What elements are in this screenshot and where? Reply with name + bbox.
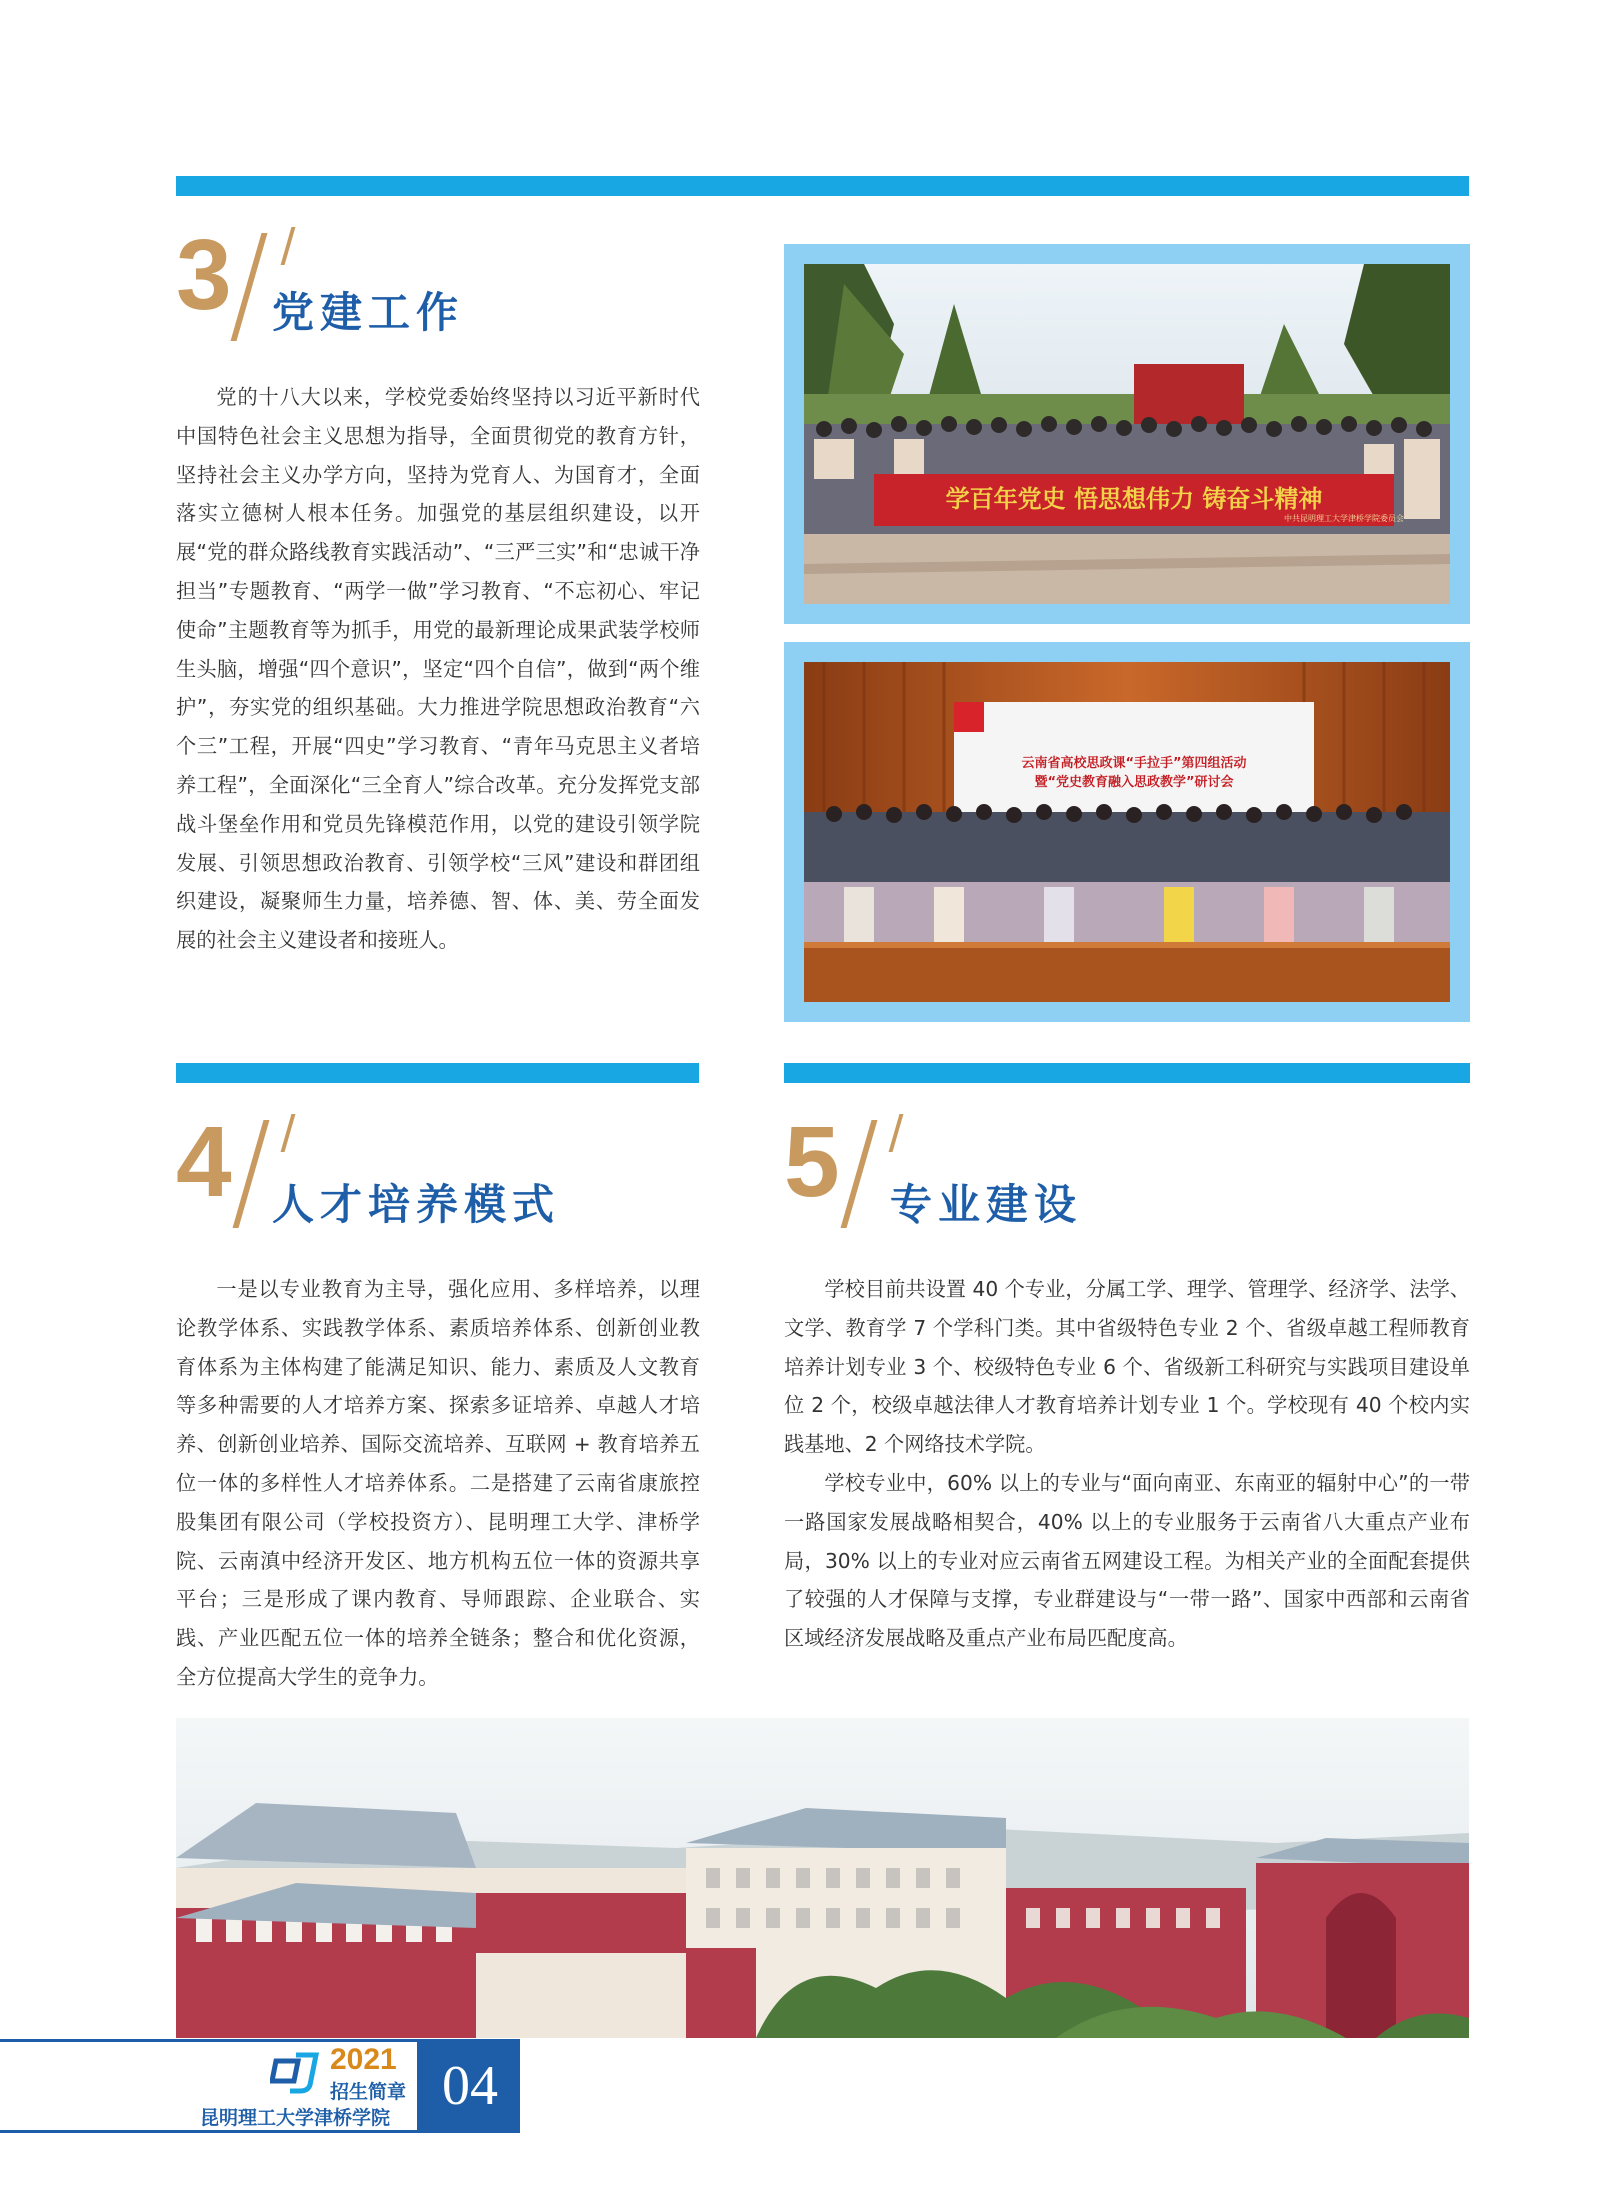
party-group-photo	[804, 264, 1450, 604]
page-footer	[0, 2039, 520, 2133]
page-number: 04	[420, 2039, 520, 2133]
section-5-title: 专业建设	[890, 1180, 1083, 1229]
campus-building-photo	[176, 1718, 1469, 2038]
slash-decoration	[281, 1114, 296, 1152]
section-5-number: 5	[784, 1106, 840, 1218]
section-5-paragraph-2: 学校专业中，60% 以上的专业与“面向南亚、东南亚的辐射中心”的一带一路国家发展战略相契合，40% 以上的专业服务于云南省八大重点产业布局，30% 以上的专业对应云南省五网建设工程。为相关产业的全面配套提供了较强的人才保障与支撑，专业群建设与“一带一路”、国家中西部和云南省区域经济发展战略及重点产业布局匹配度高。	[784, 1471, 1470, 1651]
seminar-group-photo	[804, 662, 1450, 1002]
screen-text-line1: 云南省高校思政课“手拉手”第四组活动	[1021, 756, 1247, 771]
section-3-title: 党建工作	[272, 288, 465, 337]
banner-subtext: 中共昆明理工大学津桥学院委员会	[1284, 514, 1404, 523]
footer-subtitle: 招生简章	[330, 2081, 407, 2103]
slash-decoration	[231, 233, 268, 341]
footer-school-name: 昆明理工大学津桥学院	[200, 2107, 391, 2129]
slash-decoration	[281, 227, 296, 265]
section-4-heading	[176, 1106, 676, 1229]
section-5-paragraph-1: 学校目前共设置 40 个专业，分属工学、理学、管理学、经济学、法学、文学、教育学 7 个学科门类。其中省级特色专业 2 个、省级卓越工程师教育培养计划专业 3 个、校级特色专业 6 个、省级新工科研究与实践项目建设单位 2 个，校级卓越法律人才教育培养计划专业 1 个。学校现有 40 个校内实践基地、2 个网络技术学院。	[784, 1277, 1470, 1457]
section-3-heading	[176, 219, 576, 337]
banner-text: 学百年党史 悟思想伟力 铸奋斗精神	[945, 485, 1323, 513]
section-4-number: 4	[176, 1106, 232, 1218]
slash-decoration	[889, 1114, 904, 1152]
seminar-group-photo-frame	[784, 642, 1470, 1022]
slash-decoration	[841, 1120, 878, 1228]
slash-decoration	[233, 1120, 270, 1228]
section-4-divider-bar	[176, 1063, 699, 1083]
section-3-number: 3	[176, 219, 232, 331]
section-4-title: 人才培养模式	[272, 1180, 561, 1229]
party-group-photo-frame	[784, 244, 1470, 624]
section-4-paragraph: 一是以专业教育为主导，强化应用、多样培养，以理论教学体系、实践教学体系、素质培养体系、创新创业教育体系为主体构建了能满足知识、能力、素质及人文教育等多种需要的人才培养方案、探索多证培养、卓越人才培养、创新创业培养、国际交流培养、互联网 + 教育培养五位一体的多样性人才培养体系。二是搭建了云南省康旅控股集团有限公司（学校投资方）、昆明理工大学、津桥学院、云南滇中经济开发区、地方机构五位一体的资源共享平台；三是形成了课内教育、导师跟踪、企业联合、实践、产业匹配五位一体的培养全链条；整合和优化资源，全方位提高大学生的竞争力。	[176, 1277, 700, 1689]
section-3-paragraph: 党的十八大以来，学校党委始终坚持以习近平新时代中国特色社会主义思想为指导，全面贯彻党的教育方针，坚持社会主义办学方向，坚持为党育人、为国育才，全面落实立德树人根本任务。加强党的基层组织建设，以开展“党的群众路线教育实践活动”、“三严三实”和“忠诚干净担当”专题教育、“两学一做”学习教育、“不忘初心、牢记使命”主题教育等为抓手，用党的最新理论成果武装学校师生头脑，增强“四个意识”，坚定“四个自信”，做到“两个维护”，夯实党的组织基础。大力推进学院思想政治教育“六个三”工程，开展“四史”学习教育、“青年马克思主义者培养工程”，全面深化“三全育人”综合改革。充分发挥党支部战斗堡垒作用和党员先锋模范作用，以党的建设引领学院发展、引领思想政治教育、引领学校“三风”建设和群团组织建设，凝聚师生力量，培养德、智、体、美、劳全面发展的社会主义建设者和接班人。	[176, 385, 700, 953]
top-divider-bar	[176, 176, 1469, 196]
screen-text-line2: 暨“党史教育融入思政教学”研讨会	[1034, 775, 1234, 790]
section-5-divider-bar	[784, 1063, 1470, 1083]
section-5-heading	[784, 1106, 1284, 1229]
school-logo-icon	[270, 2051, 320, 2095]
footer-year: 2021	[330, 2043, 397, 2076]
